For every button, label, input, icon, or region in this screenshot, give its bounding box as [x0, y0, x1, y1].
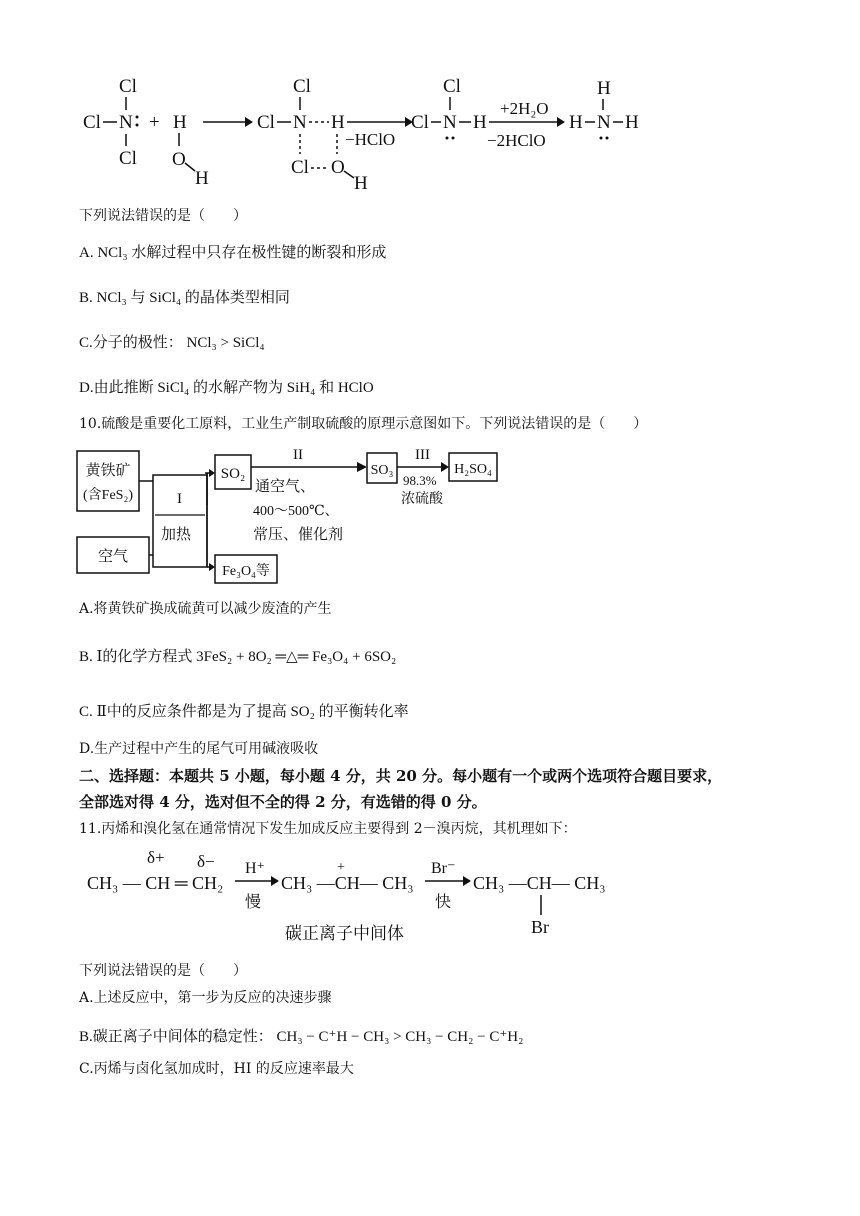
ncl3-cl-left: Cl	[83, 112, 101, 133]
step2-reagent: Br⁻	[431, 860, 456, 877]
ts-h: H	[331, 112, 345, 133]
step1-label: I	[177, 491, 182, 507]
sulfuric-acid-process-diagram	[75, 445, 515, 590]
ts-n: N	[293, 112, 307, 133]
fe3o4-label: Fe₃O₄等	[222, 564, 270, 579]
p1-cl-top: Cl	[443, 76, 461, 97]
delta-minus: δ−	[197, 852, 215, 871]
p2-h-left: H	[569, 112, 583, 133]
q9-option-d: D.由此推断 SiCl₄ 的水解产物为 SiH₄ 和 HClO	[79, 380, 374, 396]
ts-h2: H	[354, 173, 368, 194]
p2-h-top: H	[597, 78, 611, 99]
step1-condition: 加热	[161, 527, 192, 543]
q11-stem-2: 下列说法错误的是（ ）	[79, 963, 247, 979]
p1-n: N	[443, 112, 457, 133]
step2-rate: 快	[435, 894, 452, 911]
q10-stem: 10.硫酸是重要化工原料，工业生产制取硫酸的原理示意图如下。下列说法错误的是（ ）	[79, 416, 648, 432]
step3-condition-2: 浓硫酸	[401, 492, 443, 507]
ts-cl-left: Cl	[257, 112, 275, 133]
step1-rate: 慢	[245, 894, 262, 911]
water-h: H	[173, 112, 187, 133]
section2-heading-line1: 二、选择题：本题共 5 小题，每小题 4 分，共 20 分。每小题有一个或两个选项符合题目要求，	[79, 767, 723, 785]
p1-h: H	[473, 112, 487, 133]
step1-reagent: H⁺	[245, 860, 265, 877]
q10-option-b: B. Ⅰ的化学方程式 3FeS₂ + 8O₂ ═△═ Fe₃O₄ + 6SO₂	[79, 649, 397, 665]
product-br: Br	[531, 917, 549, 937]
ts-cl-top: Cl	[293, 76, 311, 97]
pyrite-formula: (含FeS₂)	[83, 488, 133, 503]
section2-heading-line2: 全部选对得 4 分，选对但不全的得 2 分，有选错的得 0 分。	[79, 793, 487, 811]
q9-option-b: B. NCl₃ 与 SiCl₄ 的晶体类型相同	[79, 290, 290, 306]
ts-o: O	[331, 157, 345, 178]
carbocation-intermediate: CH₃ —CH— CH₃	[281, 873, 414, 893]
h2so4-label: H₂SO₄	[454, 462, 492, 477]
so2-label: SO₂	[220, 466, 246, 482]
q10-option-d: D.生产过程中产生的尾气可用碱液吸收	[79, 741, 319, 757]
ncl3-n: N	[119, 112, 133, 133]
ncl3-hydrolysis-mechanism	[75, 72, 655, 197]
step1-box	[153, 475, 207, 567]
plus-sign: +	[149, 112, 160, 133]
product-2-bromopropane: CH₃ —CH— CH₃	[473, 873, 606, 893]
arrow2-label: −HClO	[345, 130, 396, 149]
water-o: O	[172, 149, 186, 170]
ncl3-cl-bottom: Cl	[119, 148, 137, 169]
step3-label: III	[415, 447, 430, 463]
arrow3-bottom-label: −2HClO	[487, 131, 546, 150]
delta-plus: δ+	[147, 848, 165, 867]
q9-option-c: C.分子的极性： NCl₃ > SiCl₄	[79, 335, 265, 351]
q11-option-b: B.碳正离子中间体的稳定性： CH₃ − C⁺H − CH₃ > CH₃ − CH₂ − C⁺H₂	[79, 1029, 524, 1045]
q10-option-a: A.将黄铁矿换成硫黄可以减少废渣的产生	[79, 601, 332, 617]
q9-stem: 下列说法错误的是（ ）	[79, 208, 247, 224]
step2-condition-3: 常压、催化剂	[253, 527, 344, 543]
q11-stem: 11.丙烯和溴化氢在通常情况下发生加成反应主要得到 2－溴丙烷，其机理如下：	[79, 821, 577, 837]
q9-option-a: A. NCl₃ 水解过程中只存在极性键的断裂和形成	[79, 245, 387, 261]
propene-hbr-mechanism	[85, 845, 625, 945]
step3-condition-1: 98.3%	[403, 473, 437, 488]
pyrite-label: 黄铁矿	[85, 463, 131, 479]
step2-condition-1: 通空气、	[255, 479, 316, 495]
p2-n: N	[597, 112, 611, 133]
q11-option-a: A.上述反应中，第一步为反应的决速步骤	[79, 990, 332, 1006]
air-label: 空气	[97, 549, 129, 565]
q10-option-c: C. Ⅱ中的反应条件都是为了提高 SO₂ 的平衡转化率	[79, 704, 409, 720]
arrow3-top-label: +2H₂O	[500, 99, 549, 118]
water-h2: H	[195, 168, 209, 189]
ncl3-cl-top: Cl	[119, 76, 137, 97]
reactant-propene: CH₃ — CH ═ CH₂	[87, 873, 224, 893]
p1-cl: Cl	[411, 112, 429, 133]
p2-h-right: H	[625, 112, 639, 133]
ts-cl-bottom: Cl	[291, 157, 309, 178]
so3-label: SO₃	[370, 463, 394, 478]
step2-label: II	[293, 447, 303, 463]
step2-condition-2: 400～500℃、	[253, 504, 339, 519]
carbocation-charge: +	[337, 860, 345, 875]
intermediate-caption: 碳正离子中间体	[285, 924, 404, 943]
q11-option-c: C.丙烯与卤化氢加成时，HI 的反应速率最大	[79, 1061, 354, 1077]
